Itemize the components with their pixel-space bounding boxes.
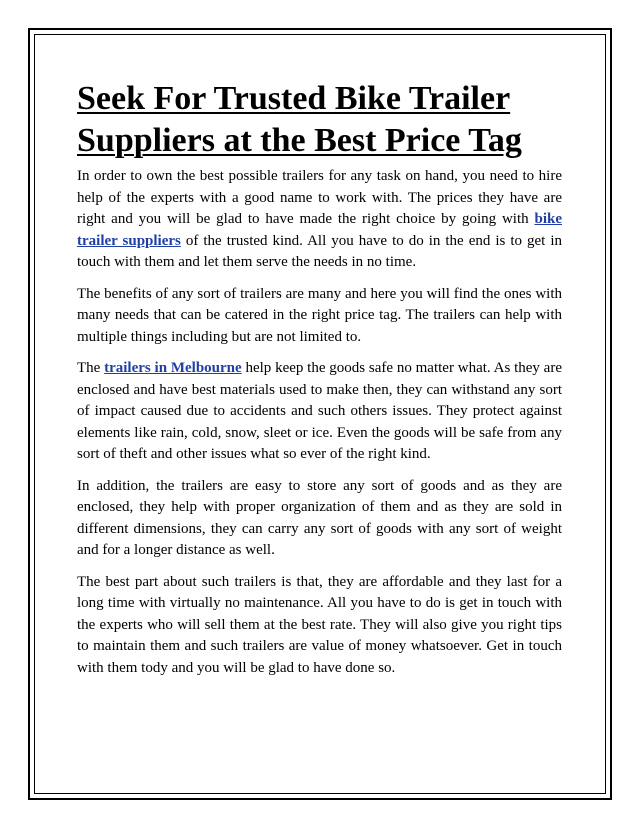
paragraph-storage: In addition, the trailers are easy to store any sort of goods and as they are enclosed, they help with proper organization of them and as they are sold in different dimensions, they can carry any sort of goods with any sort of weight and for a longer distance as well.	[77, 477, 562, 558]
paragraph-best-part: The best part about such trailers is that, they are affordable and they last for a long time with virtually no maintenance. All you have to do is get in touch with the experts who will sell them at the best rate. They will also give you right tips to maintain them and such trailers are value of money whatsoever. Get in touch with them tody and you will be glad to have done so.	[77, 573, 562, 676]
paragraph-intro-text-before: In order to own the best possible trailers for any task on hand, you need to hire help of the experts with a good name to work with. The prices they have are right and you will be glad to have made the right choice by going with	[77, 168, 562, 227]
trailers-in-melbourne-link[interactable]: trailers in Melbourne	[104, 360, 242, 376]
document-body	[77, 78, 562, 689]
paragraph-melbourne-text-before: The	[77, 360, 105, 376]
paragraph-intro	[77, 166, 562, 274]
paragraph-melbourne	[77, 358, 562, 466]
paragraph-intro-text-after: of the trusted kind. All you have to do in the end is to get in touch with them and let them serve the needs in no time.	[77, 232, 563, 270]
bike-trailer-suppliers-link[interactable]: bike trailer suppliers	[77, 211, 562, 249]
paragraph-melbourne-text-after: help keep the goods safe no matter what. As they are enclosed and have best materials used to make then, they can withstand any sort of impact caused due to accidents and such others issues. They protect against elements like rain, cold, snow, sleet or ice. Even the goods will be safe from any sort of theft and other issues what so ever of the right kind.	[77, 360, 562, 462]
paragraph-benefits: The benefits of any sort of trailers are many and here you will find the ones with many needs that can be catered in the right price tag. The trailers can help with multiple things including but are not limited to.	[77, 285, 562, 345]
document-title: Seek For Trusted Bike Trailer Suppliers at the Best Price Tag	[77, 80, 522, 159]
